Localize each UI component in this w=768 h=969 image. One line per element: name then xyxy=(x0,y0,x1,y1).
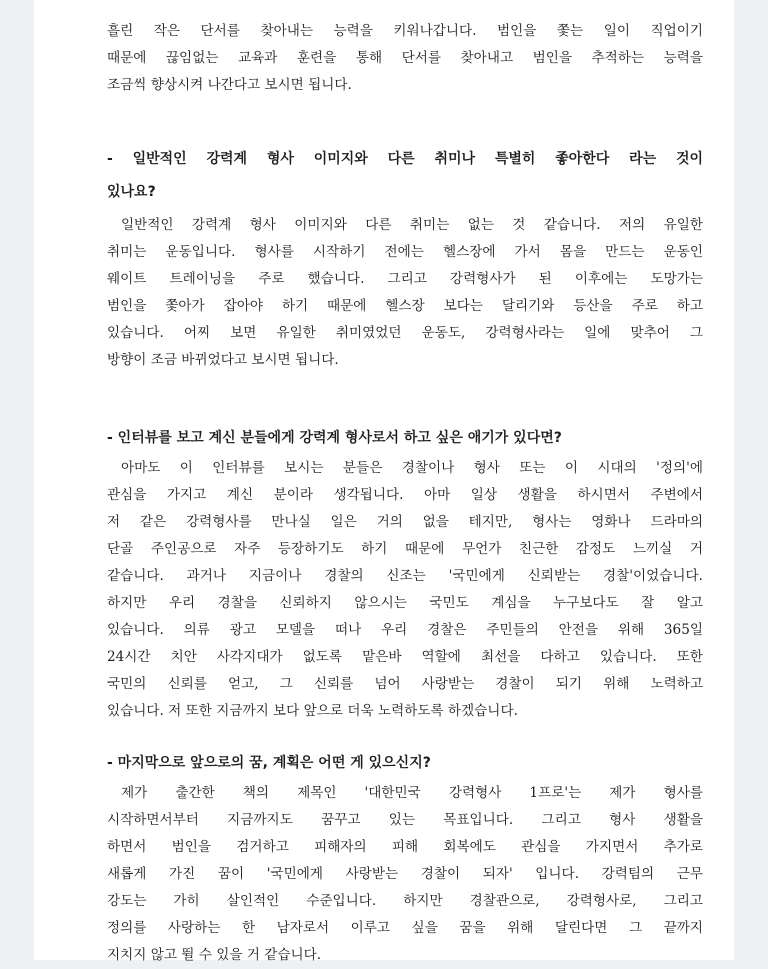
document-page xyxy=(34,0,734,963)
text-line: 단골 주인공으로 자주 등장하기도 하기 때문에 무언가 친근한 감정도 느끼실 거 xyxy=(107,541,703,557)
text-line: 웨이트 트레이닝을 주로 했습니다. 그리고 강력형사가 된 이후에는 도망가는 xyxy=(107,271,703,287)
question-hobby xyxy=(107,143,703,209)
question-dream xyxy=(107,747,703,780)
text-line: 제가 출간한 책의 제목인 '대한민국 강력형사 1프로'는 제가 형사를 xyxy=(121,785,703,801)
text-line: 있습니다. 의류 광고 모델을 떠나 우리 경찰은 주민들의 안전을 위해 365일 xyxy=(107,622,703,638)
text-line: 강도는 가히 살인적인 수준입니다. 하지만 경찰관으로, 강력형사로, 그리고 xyxy=(107,893,703,909)
text-line: 있습니다. 어찌 보면 유일한 취미였었던 운동도, 강력형사라는 일에 맞추어 그 xyxy=(107,325,703,341)
text-line: 같습니다. 과거나 지금이나 경찰의 신조는 '국민에게 신뢰받는 경찰'이었습니다. xyxy=(107,568,703,584)
text-line: 국민의 신뢰를 얻고, 그 신뢰를 넘어 사랑받는 경찰이 되기 위해 노력하고 xyxy=(107,676,703,692)
question-line: - 인터뷰를 보고 계신 분들에게 강력계 형사로서 하고 싶은 애기가 있다면? xyxy=(107,430,562,446)
text-line: 조금씩 향상시켜 나간다고 보시면 됩니다. xyxy=(107,77,352,93)
answer-dream xyxy=(107,780,703,969)
question-line: - 마지막으로 앞으로의 꿈, 계획은 어떤 게 있으신지? xyxy=(107,755,431,771)
text-line: 흘린 작은 단서를 찾아내는 능력을 키워나갑니다. 범인을 쫓는 일이 직업이기 xyxy=(107,23,703,39)
question-line: - 일반적인 강력계 형사 이미지와 다른 취미나 특별히 좋아한다 라는 것이 xyxy=(107,151,703,167)
answer-hobby xyxy=(107,212,703,374)
text-line: 취미는 운동입니다. 형사를 시작하기 전에는 헬스장에 가서 몸을 만드는 운동인 xyxy=(107,244,703,260)
question-message xyxy=(107,422,703,455)
intro-paragraph xyxy=(107,18,703,99)
text-line: 범인을 쫓아가 잡아야 하기 때문에 헬스장 보다는 달리기와 등산을 주로 하고 xyxy=(107,298,703,314)
text-line: 시작하면서부터 지금까지도 꿈꾸고 있는 목표입니다. 그리고 형사 생활을 xyxy=(107,812,703,828)
text-line: 지치지 않고 뛸 수 있을 거 같습니다. xyxy=(107,947,322,963)
text-line: 아마도 이 인터뷰를 보시는 분들은 경찰이나 형사 또는 이 시대의 '정의'에 xyxy=(121,460,703,476)
text-line: 방향이 조금 바뀌었다고 보시면 됩니다. xyxy=(107,352,339,368)
text-line: 저 같은 강력형사를 만나실 일은 거의 없을 테지만, 형사는 영화나 드라마의 xyxy=(107,514,703,530)
text-line: 있습니다. 저 또한 지금까지 보다 앞으로 더욱 노력하도록 하겠습니다. xyxy=(107,703,518,719)
text-line: 관심을 가지고 계신 분이라 생각됩니다. 아마 일상 생활을 하시면서 주변에서 xyxy=(107,487,703,503)
text-line: 하지만 우리 경찰을 신뢰하지 않으시는 국민도 계심을 누구보다도 잘 알고 xyxy=(107,595,703,611)
text-line: 정의를 사랑하는 한 남자로서 이루고 싶을 꿈을 위해 달린다면 그 끝까지 xyxy=(107,920,703,936)
text-line: 새롭게 가진 꿈이 '국민에게 사랑받는 경찰이 되자' 입니다. 강력팀의 근무 xyxy=(107,866,703,882)
text-line: 때문에 끊임없는 교육과 훈련을 통해 단서를 찾아내고 범인을 추적하는 능력을 xyxy=(107,50,703,66)
answer-message xyxy=(107,455,703,725)
text-line: 일반적인 강력계 형사 이미지와 다른 취미는 없는 것 같습니다. 저의 유일한 xyxy=(121,217,703,233)
text-line: 하면서 범인을 검거하고 피해자의 피해 회복에도 관심을 가지면서 추가로 xyxy=(107,839,703,855)
document-content xyxy=(107,18,703,969)
question-line: 있나요? xyxy=(107,184,156,200)
text-line: 24시간 치안 사각지대가 없도록 맡은바 역할에 최선을 다하고 있습니다. 또한 xyxy=(107,649,703,665)
